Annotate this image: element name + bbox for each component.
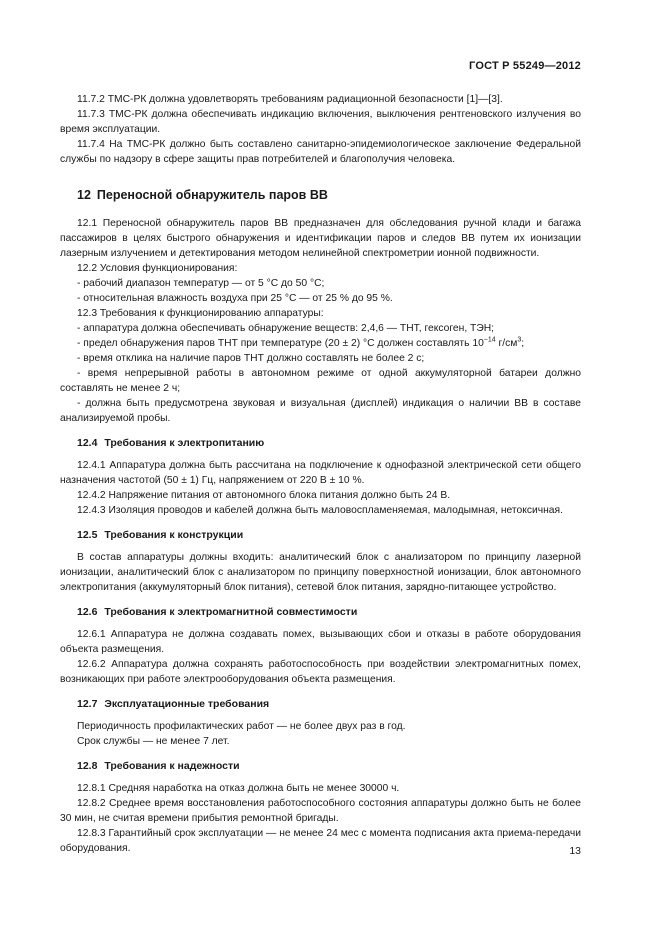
list-item: - время непрерывной работы в автономном режиме от одной аккумуляторной батареи должно составлять не менее 2 ч; bbox=[60, 368, 581, 394]
paragraph-12-8-1: 12.8.1 Средняя наработка на отказ должна быть не менее 30000 ч. bbox=[77, 783, 400, 794]
standard-header: ГОСТ Р 55249—2012 bbox=[469, 60, 581, 72]
paragraph-11-7-3: 11.7.3 ТМС-РК должна обеспечивать индикацию включения, выключения рентгеновского излучения во время эксплуатации. bbox=[60, 109, 581, 135]
limit-unit-exponent: 3 bbox=[517, 336, 522, 344]
paragraph-12-6-2: 12.6.2 Аппаратура должна сохранять работоспособность при воздействии электромагнитных помех, возникающих при работе электрооборудования объекта размещения. bbox=[60, 659, 581, 685]
limit-text: - предел обнаружения паров ТНТ при температуре (20 ± 2) °С должен составлять 10 bbox=[77, 338, 484, 349]
list-item: - должна быть предусмотрена звуковая и визуальная (дисплей) индикация о наличии ВВ в составе анализируемой пробы. bbox=[60, 398, 581, 424]
subsection-title: Требования к электромагнитной совместимости bbox=[104, 606, 358, 618]
paragraph-12-4-2: 12.4.2 Напряжение питания от автономного блока питания должно быть 24 В. bbox=[77, 490, 451, 501]
paragraph-11-7-2: 11.7.2 ТМС-РК должна удовлетворять требованиям радиационной безопасности [1]—[3]. bbox=[77, 94, 503, 105]
section-title: Переносной обнаружитель паров ВВ bbox=[96, 188, 328, 202]
page-content bbox=[60, 92, 581, 856]
paragraph-12-8-3: 12.8.3 Гарантийный срок эксплуатации — не менее 24 мес с момента подписания акта приема-передачи оборудования. bbox=[60, 828, 581, 854]
paragraph-12-7-a: Периодичность профилактических работ — не более двух раз в год. bbox=[77, 721, 406, 732]
subsection-number: 12.5 bbox=[77, 529, 98, 541]
paragraph-12-8-2: 12.8.2 Среднее время восстановления работоспособного состояния аппаратуры должно быть не более 30 мин, не считая времени прибытия ремонтной бригады. bbox=[60, 798, 581, 824]
list-item-detection-limit bbox=[60, 336, 581, 351]
list-item: - относительная влажность воздуха при 25 °С — от 25 % до 95 %. bbox=[77, 293, 393, 304]
subsection-title: Эксплуатационные требования bbox=[104, 698, 270, 710]
limit-end: ; bbox=[521, 338, 525, 349]
paragraph-12-3: 12.3 Требования к функционированию аппаратуры: bbox=[77, 308, 324, 319]
subsection-title: Требования к конструкции bbox=[104, 529, 244, 541]
paragraph-12-2: 12.2 Условия функционирования: bbox=[77, 263, 238, 274]
subsection-number: 12.6 bbox=[77, 606, 98, 618]
subsection-number: 12.4 bbox=[77, 437, 98, 449]
page-number: 13 bbox=[569, 845, 581, 857]
subsection-number: 12.8 bbox=[77, 760, 98, 772]
paragraph-12-4-3: 12.4.3 Изоляция проводов и кабелей должна быть маловоспламеняемая, малодымная, нетоксичная. bbox=[77, 505, 563, 516]
list-item: - аппаратура должна обеспечивать обнаружение веществ: 2,4,6 — ТНТ, гексоген, ТЭН; bbox=[77, 323, 495, 334]
paragraph-11-7-4: 11.7.4 На ТМС-РК должно быть составлено санитарно-эпидемиологическое заключение Федеральной службы по надзору в сфере защиты прав потребителей и благополучия человека. bbox=[60, 139, 581, 165]
section-number: 12 bbox=[77, 188, 91, 202]
subsection-title: Требования к электропитанию bbox=[104, 437, 265, 449]
paragraph-12-5: В состав аппаратуры должны входить: аналитический блок с анализатором по принципу лазерной ионизации, аналитический блок с анализатором по принципу поверхностной ионизации, блок автономного электропитания (аккумуляторный блок питания), сетевой блок питания, зарядно-питающее устройство. bbox=[60, 552, 581, 593]
subsection-12-7-heading bbox=[77, 697, 581, 711]
paragraph-12-4-1: 12.4.1 Аппаратура должна быть рассчитана на подключение к однофазной электрической сети общего назначения частотой (50 ± 1) Гц, напряжением от 220 В ± 10 %. bbox=[60, 460, 581, 486]
subsection-12-4-heading bbox=[77, 436, 581, 450]
list-item: - время отклика на наличие паров ТНТ должно составлять не более 2 с; bbox=[77, 353, 425, 364]
subsection-number: 12.7 bbox=[77, 698, 98, 710]
section-12-heading bbox=[77, 187, 581, 203]
subsection-title: Требования к надежности bbox=[104, 760, 240, 772]
subsection-12-6-heading bbox=[77, 605, 581, 619]
list-item: - рабочий диапазон температур — от 5 °С до 50 °С; bbox=[77, 278, 325, 289]
paragraph-12-7-b: Срок службы — не менее 7 лет. bbox=[77, 736, 230, 747]
limit-exponent: −14 bbox=[483, 336, 496, 344]
paragraph-12-6-1: 12.6.1 Аппаратура не должна создавать помех, вызывающих сбои и отказы в работе оборудования объекта размещения. bbox=[60, 629, 581, 655]
paragraph-12-1: 12.1 Переносной обнаружитель паров ВВ предназначен для обследования ручной клади и багажа пассажиров в целях быстрого обнаружения и идентификации паров и следов ВВ путем их ионизации лазерным излучением и детектирования методом нелинейной спектрометрии ионной подвижности. bbox=[60, 218, 581, 259]
subsection-12-5-heading bbox=[77, 528, 581, 542]
subsection-12-8-heading bbox=[77, 759, 581, 773]
limit-unit: г/см bbox=[495, 338, 518, 349]
